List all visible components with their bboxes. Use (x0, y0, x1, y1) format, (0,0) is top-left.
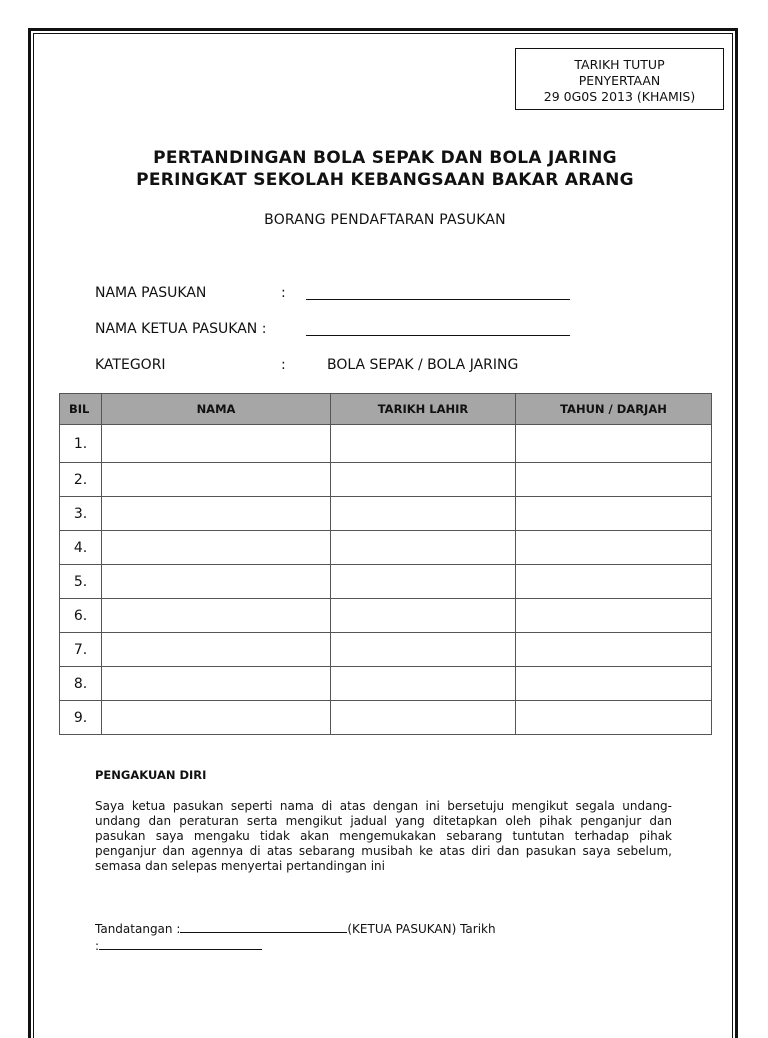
name-cell[interactable] (102, 565, 331, 599)
birthdate-cell[interactable] (331, 599, 516, 633)
birthdate-cell[interactable] (331, 497, 516, 531)
table-row (60, 633, 712, 667)
row-number: 2. (60, 463, 102, 497)
name-cell[interactable] (102, 701, 331, 735)
birthdate-cell[interactable] (331, 425, 516, 463)
table-row (60, 565, 712, 599)
table-row (60, 531, 712, 565)
category-value: BOLA SEPAK / BOLA JARING (327, 357, 519, 373)
header-tarikh-lahir: TARIKH LAHIR (331, 394, 516, 425)
year-class-cell[interactable] (516, 667, 712, 701)
name-cell[interactable] (102, 667, 331, 701)
year-class-cell[interactable] (516, 565, 712, 599)
captain-note: (KETUA PASUKAN) Tarikh (347, 922, 496, 936)
captain-name-label: NAMA KETUA PASUKAN : (95, 321, 267, 337)
signature-label: Tandatangan : (95, 922, 181, 936)
captain-name-line[interactable] (306, 335, 570, 336)
header-bil: BIL (60, 394, 102, 425)
row-number: 3. (60, 497, 102, 531)
name-cell[interactable] (102, 425, 331, 463)
title-line-2: PERINGKAT SEKOLAH KEBANGSAAN BAKAR ARANG (136, 170, 634, 190)
table-row (60, 497, 712, 531)
birthdate-cell[interactable] (331, 565, 516, 599)
table-row (60, 599, 712, 633)
date-line[interactable] (99, 937, 262, 950)
date-colon: : (95, 939, 100, 953)
row-number: 8. (60, 667, 102, 701)
team-name-label: NAMA PASUKAN (95, 285, 207, 301)
row-number: 1. (60, 425, 102, 463)
signature-row (95, 920, 496, 936)
birthdate-cell[interactable] (331, 701, 516, 735)
name-cell[interactable] (102, 599, 331, 633)
row-number: 7. (60, 633, 102, 667)
table-row (60, 667, 712, 701)
closing-date-line1: TARIKH TUTUP (574, 57, 665, 72)
year-class-cell[interactable] (516, 425, 712, 463)
row-number: 5. (60, 565, 102, 599)
row-number: 4. (60, 531, 102, 565)
category-colon: : (281, 357, 286, 373)
table-row (60, 425, 712, 463)
year-class-cell[interactable] (516, 463, 712, 497)
team-members-table (59, 393, 712, 735)
birthdate-cell[interactable] (331, 633, 516, 667)
header-nama: NAMA (102, 394, 331, 425)
declaration-text: Saya ketua pasukan seperti nama di atas dengan ini bersetuju mengikut segala undang-undang dan peraturan serta mengikut jadual yang ditetapkan oleh pihak penganjur dan pasukan saya mengaku tidak akan mengemukakan sebarang tuntutan terhadap pihak penganjur dan agennya di atas sebarang musibah ke atas diri dan pasukan saya sebelum, semasa dan selepas menyertai pertandingan ini (95, 799, 672, 873)
team-name-line[interactable] (306, 299, 570, 300)
name-cell[interactable] (102, 531, 331, 565)
table-row (60, 463, 712, 497)
year-class-cell[interactable] (516, 497, 712, 531)
signature-line[interactable] (180, 920, 347, 933)
birthdate-cell[interactable] (331, 463, 516, 497)
closing-date-value: 29 0G0S 2013 (KHAMIS) (543, 89, 696, 104)
closing-date-box (515, 48, 724, 110)
form-subtitle: BORANG PENDAFTARAN PASUKAN (264, 212, 506, 228)
year-class-cell[interactable] (516, 599, 712, 633)
category-label: KATEGORI (95, 357, 166, 373)
birthdate-cell[interactable] (331, 531, 516, 565)
table-header-row (60, 394, 712, 425)
closing-date-line2: PENYERTAAN (578, 73, 661, 88)
birthdate-cell[interactable] (331, 667, 516, 701)
name-cell[interactable] (102, 633, 331, 667)
year-class-cell[interactable] (516, 701, 712, 735)
row-number: 6. (60, 599, 102, 633)
name-cell[interactable] (102, 463, 331, 497)
date-row (95, 937, 262, 953)
table-row (60, 701, 712, 735)
declaration-title: PENGAKUAN DIRI (95, 768, 207, 782)
name-cell[interactable] (102, 497, 331, 531)
year-class-cell[interactable] (516, 531, 712, 565)
team-name-colon: : (281, 285, 286, 301)
year-class-cell[interactable] (516, 633, 712, 667)
header-tahun-darjah: TAHUN / DARJAH (516, 394, 712, 425)
row-number: 9. (60, 701, 102, 735)
title-line-1: PERTANDINGAN BOLA SEPAK DAN BOLA JARING (153, 148, 617, 168)
